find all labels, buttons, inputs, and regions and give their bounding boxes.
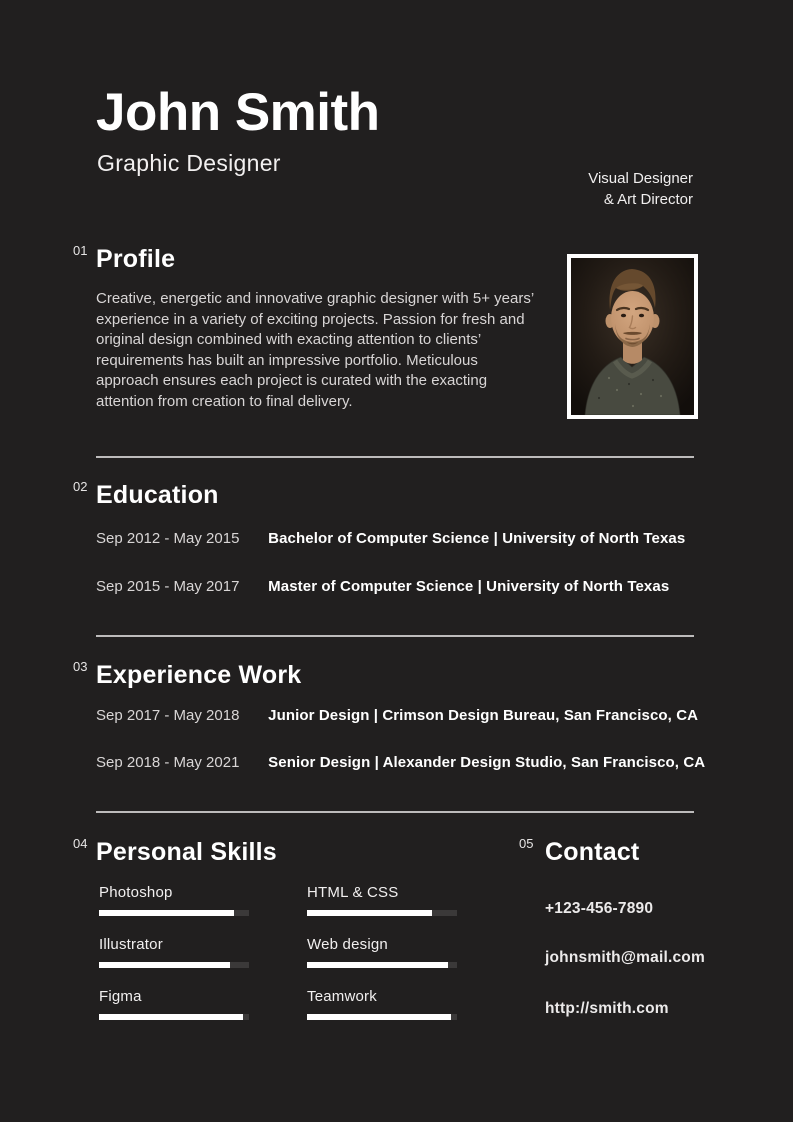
section-number-education: 02 bbox=[73, 479, 88, 494]
person-job-title: Graphic Designer bbox=[97, 150, 281, 176]
education-dates: Sep 2012 - May 2015 bbox=[96, 530, 240, 547]
experience-detail: Junior Design | Crimson Design Bureau, San Francisco, CA bbox=[268, 707, 699, 724]
section-title-education: Education bbox=[96, 481, 219, 509]
skill-bar-track bbox=[307, 962, 457, 968]
education-detail: Bachelor of Computer Science | University of North Texas bbox=[268, 530, 686, 547]
skill-bar-fill bbox=[307, 910, 432, 916]
divider bbox=[96, 635, 694, 637]
skill-bar-fill bbox=[99, 962, 230, 968]
skill-label: Figma bbox=[99, 988, 142, 1005]
skill-item bbox=[99, 988, 249, 1020]
profile-summary: Creative, energetic and innovative graphic designer with 5+ years’ experience in a variety of exciting projects. Passion for fresh and original design combined with exacting attention to clients’ requirements has built an impressive portfolio. Meticulous approach ensures each project is curated with the exacting attention from creation to final delivery. bbox=[96, 290, 534, 410]
skill-bar-track bbox=[99, 1014, 249, 1020]
skill-item bbox=[99, 884, 249, 916]
skill-item bbox=[307, 884, 457, 916]
tagline-line-2: & Art Director bbox=[603, 191, 693, 208]
section-number-skills: 04 bbox=[73, 836, 88, 851]
skill-item bbox=[307, 988, 457, 1020]
skill-label: Web design bbox=[307, 936, 388, 953]
contact-phone: +123-456-7890 bbox=[545, 900, 654, 917]
education-dates: Sep 2015 - May 2017 bbox=[96, 578, 240, 595]
profile-photo bbox=[567, 254, 698, 419]
education-row bbox=[96, 578, 669, 595]
contact-email: johnsmith@mail.com bbox=[545, 949, 705, 966]
tagline bbox=[588, 168, 693, 210]
skill-bar-track bbox=[99, 910, 249, 916]
divider bbox=[96, 456, 694, 458]
skill-bar-fill bbox=[99, 1014, 243, 1020]
experience-dates: Sep 2017 - May 2018 bbox=[96, 707, 240, 724]
section-title-profile: Profile bbox=[96, 245, 176, 273]
section-title-contact: Contact bbox=[545, 838, 640, 866]
skill-bar-fill bbox=[307, 1014, 451, 1020]
section-number-contact: 05 bbox=[519, 836, 534, 851]
education-row bbox=[96, 530, 685, 547]
experience-row bbox=[96, 754, 705, 771]
education-detail: Master of Computer Science | University of North Texas bbox=[268, 578, 670, 595]
skill-label: Teamwork bbox=[307, 988, 377, 1005]
section-title-skills: Personal Skills bbox=[96, 838, 277, 866]
skill-label: Illustrator bbox=[99, 936, 163, 953]
portrait-illustration bbox=[571, 258, 694, 415]
section-number-experience: 03 bbox=[73, 659, 88, 674]
skill-bar-fill bbox=[99, 910, 234, 916]
skill-label: Photoshop bbox=[99, 884, 173, 901]
section-title-experience: Experience Work bbox=[96, 661, 302, 689]
experience-detail: Senior Design | Alexander Design Studio, San Francisco, CA bbox=[268, 754, 706, 771]
skill-bar-track bbox=[307, 1014, 457, 1020]
skill-label: HTML & CSS bbox=[307, 884, 399, 901]
experience-dates: Sep 2018 - May 2021 bbox=[96, 754, 240, 771]
skill-bar-fill bbox=[307, 962, 448, 968]
experience-row bbox=[96, 707, 698, 724]
contact-website: http://smith.com bbox=[545, 1000, 669, 1017]
person-name: John Smith bbox=[96, 83, 380, 142]
skill-item bbox=[307, 936, 457, 968]
section-number-profile: 01 bbox=[73, 243, 88, 258]
divider bbox=[96, 811, 694, 813]
skill-bar-track bbox=[307, 910, 457, 916]
skill-bar-track bbox=[99, 962, 249, 968]
tagline-line-1: Visual Designer bbox=[588, 170, 693, 187]
skill-item bbox=[99, 936, 249, 968]
